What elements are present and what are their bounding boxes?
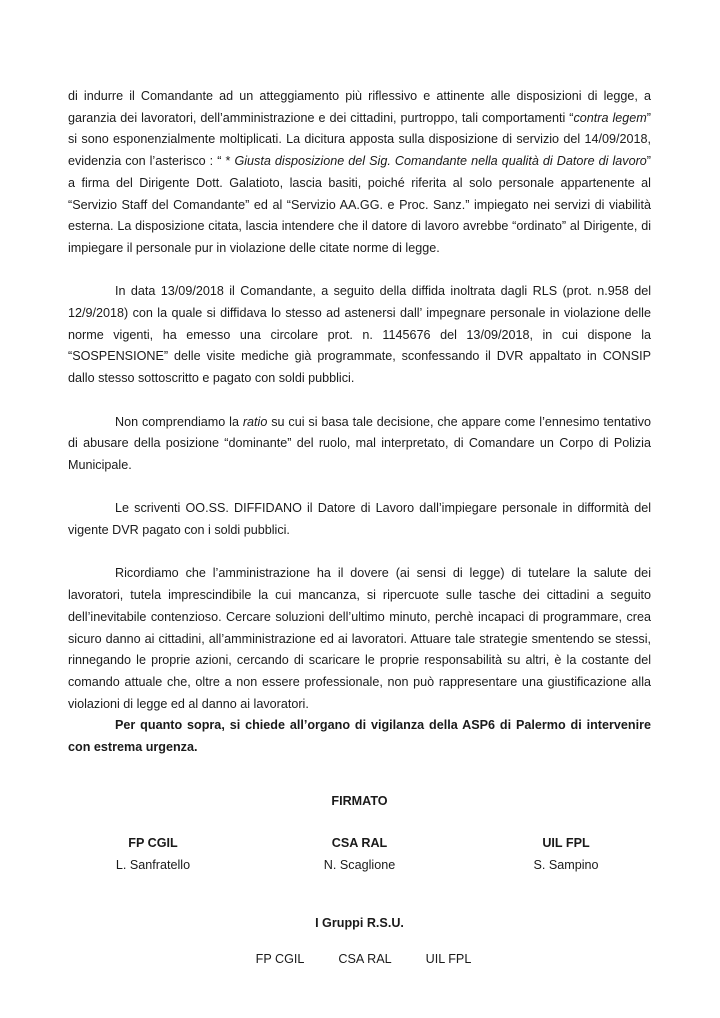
italic-segment: contra legem: [573, 110, 647, 125]
text-segment: su cui si basa tale decisione, che appare come l’ennesimo tentativo di abusare della posizione “dominante” del ruolo, mal interpretato, di Comandare un Corpo di Polizia Municipale.: [68, 414, 652, 472]
signature-heading: FIRMATO: [331, 793, 388, 808]
text-segment: ” a firma del Dirigente Dott. Galatioto, lascia basiti, poiché riferita al solo personale appartenente al “Servizio Staff del Comandante” ed al “Servizio AA.GG. e Proc. Sanz.” impiegato nei servizi di viabilità esterna. La disposizione citata, lascia intendere che il datore di lavoro avrebbe “ordinato” al Dirigente, di impiegare il personale pur in violazione delle citate norme di legge.: [68, 154, 651, 255]
text-segment: di indurre il Comandante ad un atteggiamento più riflessivo e attinente alle disposizioni di legge, a garanzia dei lavoratori, dell’amministrazione e dei cittadini, purtroppo, tali comportamenti “: [68, 89, 651, 125]
signer-name: L. Sanfratello: [115, 858, 191, 873]
text-segment: Per quanto sopra, si chiede all’organo di vigilanza della ASP6 di Palermo di intervenire con estrema urgenza.: [68, 718, 651, 755]
text-segment: Non comprendiamo la: [115, 414, 243, 429]
paragraph-2: [68, 281, 651, 390]
rsu-group: CSA RAL: [338, 951, 392, 966]
signer-name: S. Sampino: [533, 858, 599, 873]
italic-segment: ratio: [242, 414, 268, 429]
text-segment: ” si sono esponenzialmente moltiplicati. La dicitura apposta sulla disposizione di servizio del 14/09/2018, evidenzia con l’asterisco : “ *: [68, 110, 651, 169]
paragraph-1: [68, 86, 651, 260]
signer-name: N. Scaglione: [323, 858, 396, 873]
text-segment: In data 13/09/2018 il Comandante, a seguito della diffida inoltrata dagli RLS (prot. n.958 del 12/9/2018) con la quale si diffidava lo stesso ad astenersi dall’ impegnare personale in violazione delle norme vigenti, ha emesso una circolare prot. n. 1145676 del 13/09/2018, in cui dispone la “SOSPENSIONE” delle visite mediche già programmate, sconfessando il DVR appaltato in CONSIP dallo stesso sottoscritto e pagato con soldi pubblici.: [68, 284, 651, 386]
signer-csa-ral: [275, 833, 445, 876]
rsu-groups: [68, 949, 651, 971]
document-page: [68, 86, 651, 970]
text-segment: Le scriventi OO.SS. DIFFIDANO il Datore di Lavoro dall’impiegare personale in difformità del vigente DVR pagato con i soldi pubblici.: [68, 501, 651, 538]
signer-org: UIL FPL: [542, 836, 590, 851]
signer-fp-cgil: [68, 833, 238, 876]
signer-org: CSA RAL: [331, 836, 388, 851]
paragraph-spacer: [68, 260, 651, 282]
text-segment: Ricordiamo che l’amministrazione ha il dovere (ai sensi di legge) di tutelare la salute dei lavoratori, tutela imprescindibile la cui mancanza, si ripercuote sulle tasche dei cittadini a seguito dell’inevitabile contenzioso. Cercare soluzioni dell’ultimo minuto, perchè incapaci di programmare, crea sicuro danno ai cittadini, all’amministrazione ed ai lavoratori. Attuare tale strategie smentendo se stessi, rinnegando le proprie azioni, cercando di scaricare le proprie responsabilità su altri, è la costante del comando attuale che, oltre a non essere professionale, non può rappresentare una giustificazione alla violazioni di legge ed al danno ai lavoratori.: [68, 566, 651, 711]
paragraph-4: [68, 498, 651, 541]
paragraph-spacer: [68, 542, 651, 564]
rsu-group: UIL FPL: [425, 951, 472, 966]
signer-org: FP CGIL: [128, 836, 178, 851]
signers-row: [68, 833, 651, 876]
signer-uil-fpl: [481, 833, 651, 876]
paragraph-spacer: [68, 390, 651, 412]
rsu-group: FP CGIL: [255, 951, 305, 966]
italic-segment: Giusta disposizione del Sig. Comandante nella qualità di Datore di lavoro: [234, 154, 647, 169]
paragraph-3: [68, 412, 651, 477]
paragraph-6-request: [68, 715, 651, 758]
rsu-title: I Gruppi R.S.U.: [315, 915, 404, 930]
paragraph-spacer: [68, 477, 651, 499]
paragraph-5: [68, 563, 651, 715]
